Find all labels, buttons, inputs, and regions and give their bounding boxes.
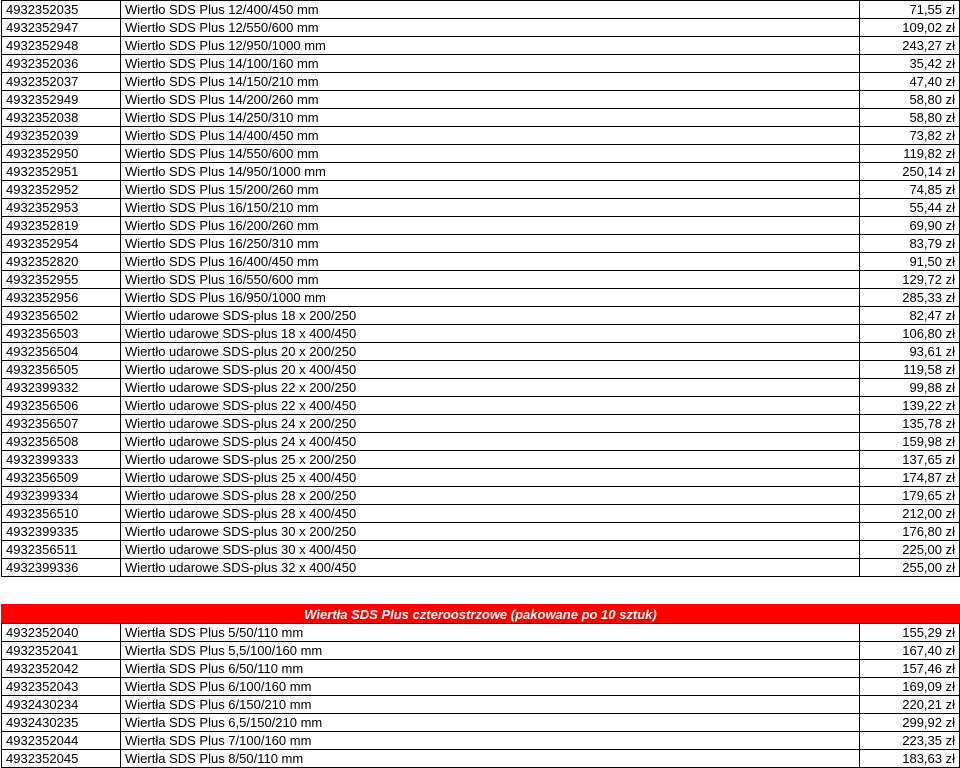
table-row [2,235,960,253]
product-price: 167,40 zł [860,641,960,659]
table-row [2,271,960,289]
product-price: 58,80 zł [860,91,960,109]
table-row [2,433,960,451]
product-price: 183,63 zł [860,749,960,767]
spacer-cell [2,577,960,605]
product-price: 129,72 zł [860,271,960,289]
table-row [2,487,960,505]
table-row [2,145,960,163]
product-name: Wiertło SDS Plus 16/950/1000 mm [121,289,860,307]
product-code: 4932352038 [2,109,121,127]
product-name: Wiertło udarowe SDS-plus 20 x 400/450 [121,361,860,379]
product-price: 243,27 zł [860,37,960,55]
product-name: Wiertło SDS Plus 16/150/210 mm [121,199,860,217]
product-name: Wiertło SDS Plus 16/400/450 mm [121,253,860,271]
product-name: Wiertło SDS Plus 14/100/160 mm [121,55,860,73]
product-code: 4932399333 [2,451,121,469]
product-price: 179,65 zł [860,487,960,505]
product-name: Wiertło udarowe SDS-plus 25 x 200/250 [121,451,860,469]
product-name: Wiertło SDS Plus 15/200/260 mm [121,181,860,199]
table-row [2,181,960,199]
product-name: Wiertło udarowe SDS-plus 22 x 400/450 [121,397,860,415]
product-code: 4932352948 [2,37,121,55]
product-price: 58,80 zł [860,109,960,127]
product-name: Wiertło udarowe SDS-plus 28 x 400/450 [121,505,860,523]
table-row [2,505,960,523]
table-row [2,289,960,307]
product-name: Wiertło SDS Plus 12/400/450 mm [121,1,860,19]
table-row [2,695,960,713]
product-code: 4932399332 [2,379,121,397]
product-name: Wiertło udarowe SDS-plus 25 x 400/450 [121,469,860,487]
section-header-row [2,605,960,624]
product-price: 74,85 zł [860,181,960,199]
product-name: Wiertło SDS Plus 16/250/310 mm [121,235,860,253]
product-name: Wiertło udarowe SDS-plus 32 x 400/450 [121,559,860,577]
table-row [2,109,960,127]
product-price: 169,09 zł [860,677,960,695]
product-price: 159,98 zł [860,433,960,451]
product-code: 4932352952 [2,181,121,199]
table-row [2,1,960,19]
table-row [2,451,960,469]
product-name: Wiertło udarowe SDS-plus 30 x 400/450 [121,541,860,559]
product-price: 137,65 zł [860,451,960,469]
product-name: Wiertło udarowe SDS-plus 22 x 200/250 [121,379,860,397]
table-row [2,641,960,659]
product-price: 225,00 zł [860,541,960,559]
product-code: 4932430235 [2,713,121,731]
product-code: 4932352820 [2,253,121,271]
product-name: Wiertła SDS Plus 6/50/110 mm [121,659,860,677]
product-price: 255,00 zł [860,559,960,577]
table-row [2,469,960,487]
price-table [1,0,960,768]
product-code: 4932352947 [2,19,121,37]
product-code: 4932352951 [2,163,121,181]
product-code: 4932430234 [2,695,121,713]
product-price: 69,90 zł [860,217,960,235]
product-price: 139,22 zł [860,397,960,415]
table-row [2,397,960,415]
product-code: 4932352044 [2,731,121,749]
product-name: Wiertło SDS Plus 16/200/260 mm [121,217,860,235]
table-row [2,253,960,271]
product-name: Wiertło SDS Plus 12/950/1000 mm [121,37,860,55]
table-row [2,523,960,541]
product-code: 4932352949 [2,91,121,109]
product-name: Wiertło SDS Plus 14/950/1000 mm [121,163,860,181]
table-row [2,623,960,641]
product-code: 4932356506 [2,397,121,415]
product-code: 4932356509 [2,469,121,487]
product-code: 4932352037 [2,73,121,91]
product-code: 4932356507 [2,415,121,433]
product-name: Wiertło SDS Plus 14/200/260 mm [121,91,860,109]
table-row [2,91,960,109]
product-price: 99,88 zł [860,379,960,397]
table-row [2,55,960,73]
product-name: Wiertła SDS Plus 8/50/110 mm [121,749,860,767]
product-price: 35,42 zł [860,55,960,73]
table-row [2,659,960,677]
product-price: 93,61 zł [860,343,960,361]
table-row [2,19,960,37]
product-name: Wiertła SDS Plus 6/150/210 mm [121,695,860,713]
product-price: 157,46 zł [860,659,960,677]
product-name: Wiertło udarowe SDS-plus 18 x 400/450 [121,325,860,343]
table-row [2,199,960,217]
product-code: 4932356505 [2,361,121,379]
product-name: Wiertło SDS Plus 14/150/210 mm [121,73,860,91]
product-price: 91,50 zł [860,253,960,271]
product-price: 250,14 zł [860,163,960,181]
table-row [2,163,960,181]
table-row [2,749,960,767]
product-name: Wiertło SDS Plus 14/250/310 mm [121,109,860,127]
product-name: Wiertło SDS Plus 12/550/600 mm [121,19,860,37]
product-code: 4932352956 [2,289,121,307]
product-code: 4932352041 [2,641,121,659]
product-code: 4932352036 [2,55,121,73]
product-price: 223,35 zł [860,731,960,749]
table-row [2,343,960,361]
product-code: 4932352040 [2,623,121,641]
product-name: Wiertło udarowe SDS-plus 18 x 200/250 [121,307,860,325]
product-code: 4932356504 [2,343,121,361]
product-name: Wiertła SDS Plus 5,5/100/160 mm [121,641,860,659]
product-name: Wiertło udarowe SDS-plus 24 x 200/250 [121,415,860,433]
product-name: Wiertła SDS Plus 6/100/160 mm [121,677,860,695]
product-name: Wiertła SDS Plus 5/50/110 mm [121,623,860,641]
table-row [2,73,960,91]
product-code: 4932356502 [2,307,121,325]
product-code: 4932352043 [2,677,121,695]
product-code: 4932352950 [2,145,121,163]
product-code: 4932352953 [2,199,121,217]
product-code: 4932399335 [2,523,121,541]
table-row [2,731,960,749]
table-row [2,37,960,55]
product-code: 4932352955 [2,271,121,289]
table-row [2,677,960,695]
product-code: 4932356503 [2,325,121,343]
product-code: 4932356510 [2,505,121,523]
table-row [2,217,960,235]
product-name: Wiertło udarowe SDS-plus 28 x 200/250 [121,487,860,505]
product-price: 176,80 zł [860,523,960,541]
price-table-top-rows [2,1,960,577]
section-separator [2,577,960,624]
table-row [2,713,960,731]
product-price: 119,82 zł [860,145,960,163]
table-row [2,559,960,577]
table-row [2,307,960,325]
product-price: 82,47 zł [860,307,960,325]
product-code: 4932352045 [2,749,121,767]
product-code: 4932399336 [2,559,121,577]
product-code: 4932356508 [2,433,121,451]
product-code: 4932352039 [2,127,121,145]
product-code: 4932352035 [2,1,121,19]
product-name: Wiertło udarowe SDS-plus 20 x 200/250 [121,343,860,361]
product-name: Wiertło SDS Plus 14/550/600 mm [121,145,860,163]
product-price: 135,78 zł [860,415,960,433]
product-price: 212,00 zł [860,505,960,523]
product-name: Wiertło udarowe SDS-plus 30 x 200/250 [121,523,860,541]
spacer-row [2,577,960,605]
table-row [2,127,960,145]
table-row [2,325,960,343]
product-price: 155,29 zł [860,623,960,641]
product-price: 299,92 zł [860,713,960,731]
product-code: 4932352954 [2,235,121,253]
product-price: 55,44 zł [860,199,960,217]
product-price: 47,40 zł [860,73,960,91]
table-row [2,361,960,379]
product-name: Wiertło SDS Plus 16/550/600 mm [121,271,860,289]
price-table-bottom-rows [2,623,960,767]
product-name: Wiertła SDS Plus 7/100/160 mm [121,731,860,749]
product-price: 119,58 zł [860,361,960,379]
product-price: 109,02 zł [860,19,960,37]
product-name: Wiertło SDS Plus 14/400/450 mm [121,127,860,145]
product-name: Wiertła SDS Plus 6,5/150/210 mm [121,713,860,731]
product-price: 174,87 zł [860,469,960,487]
product-price: 220,21 zł [860,695,960,713]
product-price: 71,55 zł [860,1,960,19]
product-price: 83,79 zł [860,235,960,253]
product-price: 73,82 zł [860,127,960,145]
product-code: 4932352819 [2,217,121,235]
table-row [2,379,960,397]
table-row [2,541,960,559]
product-code: 4932399334 [2,487,121,505]
product-price: 285,33 zł [860,289,960,307]
product-price: 106,80 zł [860,325,960,343]
product-code: 4932356511 [2,541,121,559]
product-name: Wiertło udarowe SDS-plus 24 x 400/450 [121,433,860,451]
product-code: 4932352042 [2,659,121,677]
section-title: Wiertła SDS Plus czteroostrzowe (pakowane po 10 sztuk) [2,605,960,624]
table-row [2,415,960,433]
